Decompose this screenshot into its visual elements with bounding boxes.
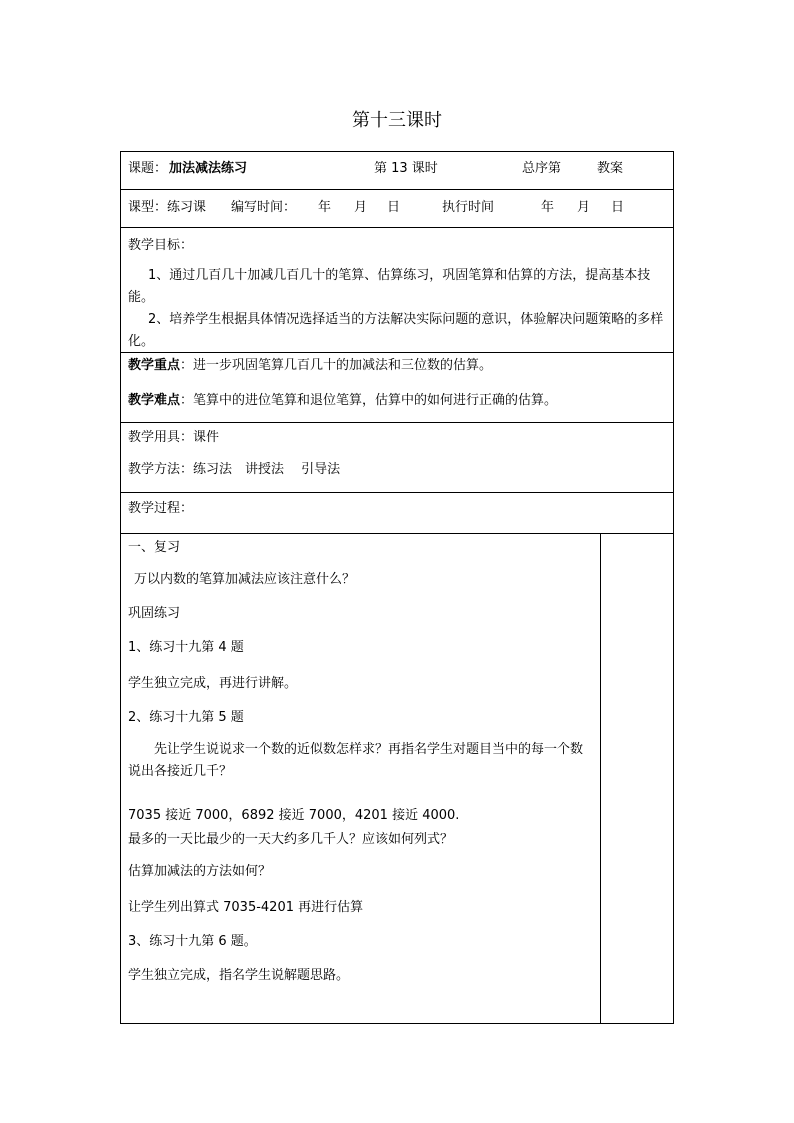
estimation-method-question: 估算加减法的方法如何？ <box>128 864 272 879</box>
exec-time-label: 执行时间 <box>442 200 495 215</box>
column-divider <box>600 534 601 1023</box>
exercise-1-note: 学生独立完成，再进行讲解。 <box>128 676 298 691</box>
difficult-point <box>128 393 557 409</box>
lesson-plan-table <box>120 151 674 1024</box>
difficult-point-text: ：笔算中的进位笔算和退位笔算，估算中的如何进行正确的估算。 <box>180 393 558 408</box>
teaching-tools: 教学用具：课件 <box>128 430 220 445</box>
review-heading: 一、复习 <box>128 540 181 555</box>
topic-label: 课题： <box>128 161 168 176</box>
page-title: 第十三课时 <box>352 110 442 131</box>
estimation-formula: 让学生列出算式 7035-4201 再进行估算 <box>128 900 364 915</box>
exercise-3: 3、练习十九第 6 题。 <box>128 934 257 949</box>
teaching-methods: 教学方法：练习法 讲授法 引导法 <box>128 462 341 477</box>
key-point-label: 教学重点 <box>128 358 181 373</box>
write-day: 日 <box>387 200 401 215</box>
objective-item-2: 2、培养学生根据具体情况选择适当的方法解决实际问题的意识，体验解决问题策略的多样化。 <box>128 312 664 349</box>
approximation-results: 7035 接近 7000，6892 接近 7000，4201 接近 4000. <box>128 808 460 823</box>
exercise-3-note: 学生独立完成，指名学生说解题思路。 <box>128 968 350 983</box>
type-time-row <box>121 190 673 228</box>
difficult-point-label: 教学难点 <box>128 393 181 408</box>
objective-item-1: 1、通过几百几十加减几百几十的笔算、估算练习，巩固笔算和估算的方法，提高基本技能。 <box>128 268 651 305</box>
tools-methods-row <box>121 423 673 493</box>
objectives-label: 教学目标： <box>128 238 194 253</box>
topic-row <box>121 152 673 190</box>
practice-heading: 巩固练习 <box>128 606 181 621</box>
objectives-row <box>121 228 673 353</box>
write-month: 月 <box>354 200 368 215</box>
lesson-number: 第 13 课时 <box>374 161 438 176</box>
exercise-1: 1、练习十九第 4 题 <box>128 640 244 655</box>
exec-month: 月 <box>577 200 591 215</box>
total-sequence-label: 总序第 <box>522 161 562 176</box>
exercise-2: 2、练习十九第 5 题 <box>128 710 244 725</box>
lesson-type: 课型：练习课 <box>128 200 207 215</box>
key-points-row <box>121 353 673 423</box>
exec-year: 年 <box>541 200 555 215</box>
exercise-2-note: 先让学生说说求一个数的近似数怎样求？再指名学生对题目当中的每一个数说出各接近几千？ <box>128 742 584 779</box>
topic-value: 加法减法练习 <box>169 161 248 176</box>
write-time-label: 编写时间： <box>231 200 297 215</box>
key-point-text: ：进一步巩固笔算几百几十的加减法和三位数的估算。 <box>180 358 493 373</box>
review-question: 万以内数的笔算加减法应该注意什么？ <box>134 572 356 587</box>
exec-day: 日 <box>611 200 625 215</box>
lesson-plan-label: 教案 <box>597 161 624 176</box>
process-label: 教学过程： <box>128 501 194 516</box>
process-label-row <box>121 493 673 534</box>
difference-question: 最多的一天比最少的一天大约多几千人？应该如何列式？ <box>128 832 454 847</box>
write-year: 年 <box>318 200 332 215</box>
key-point <box>128 358 492 374</box>
